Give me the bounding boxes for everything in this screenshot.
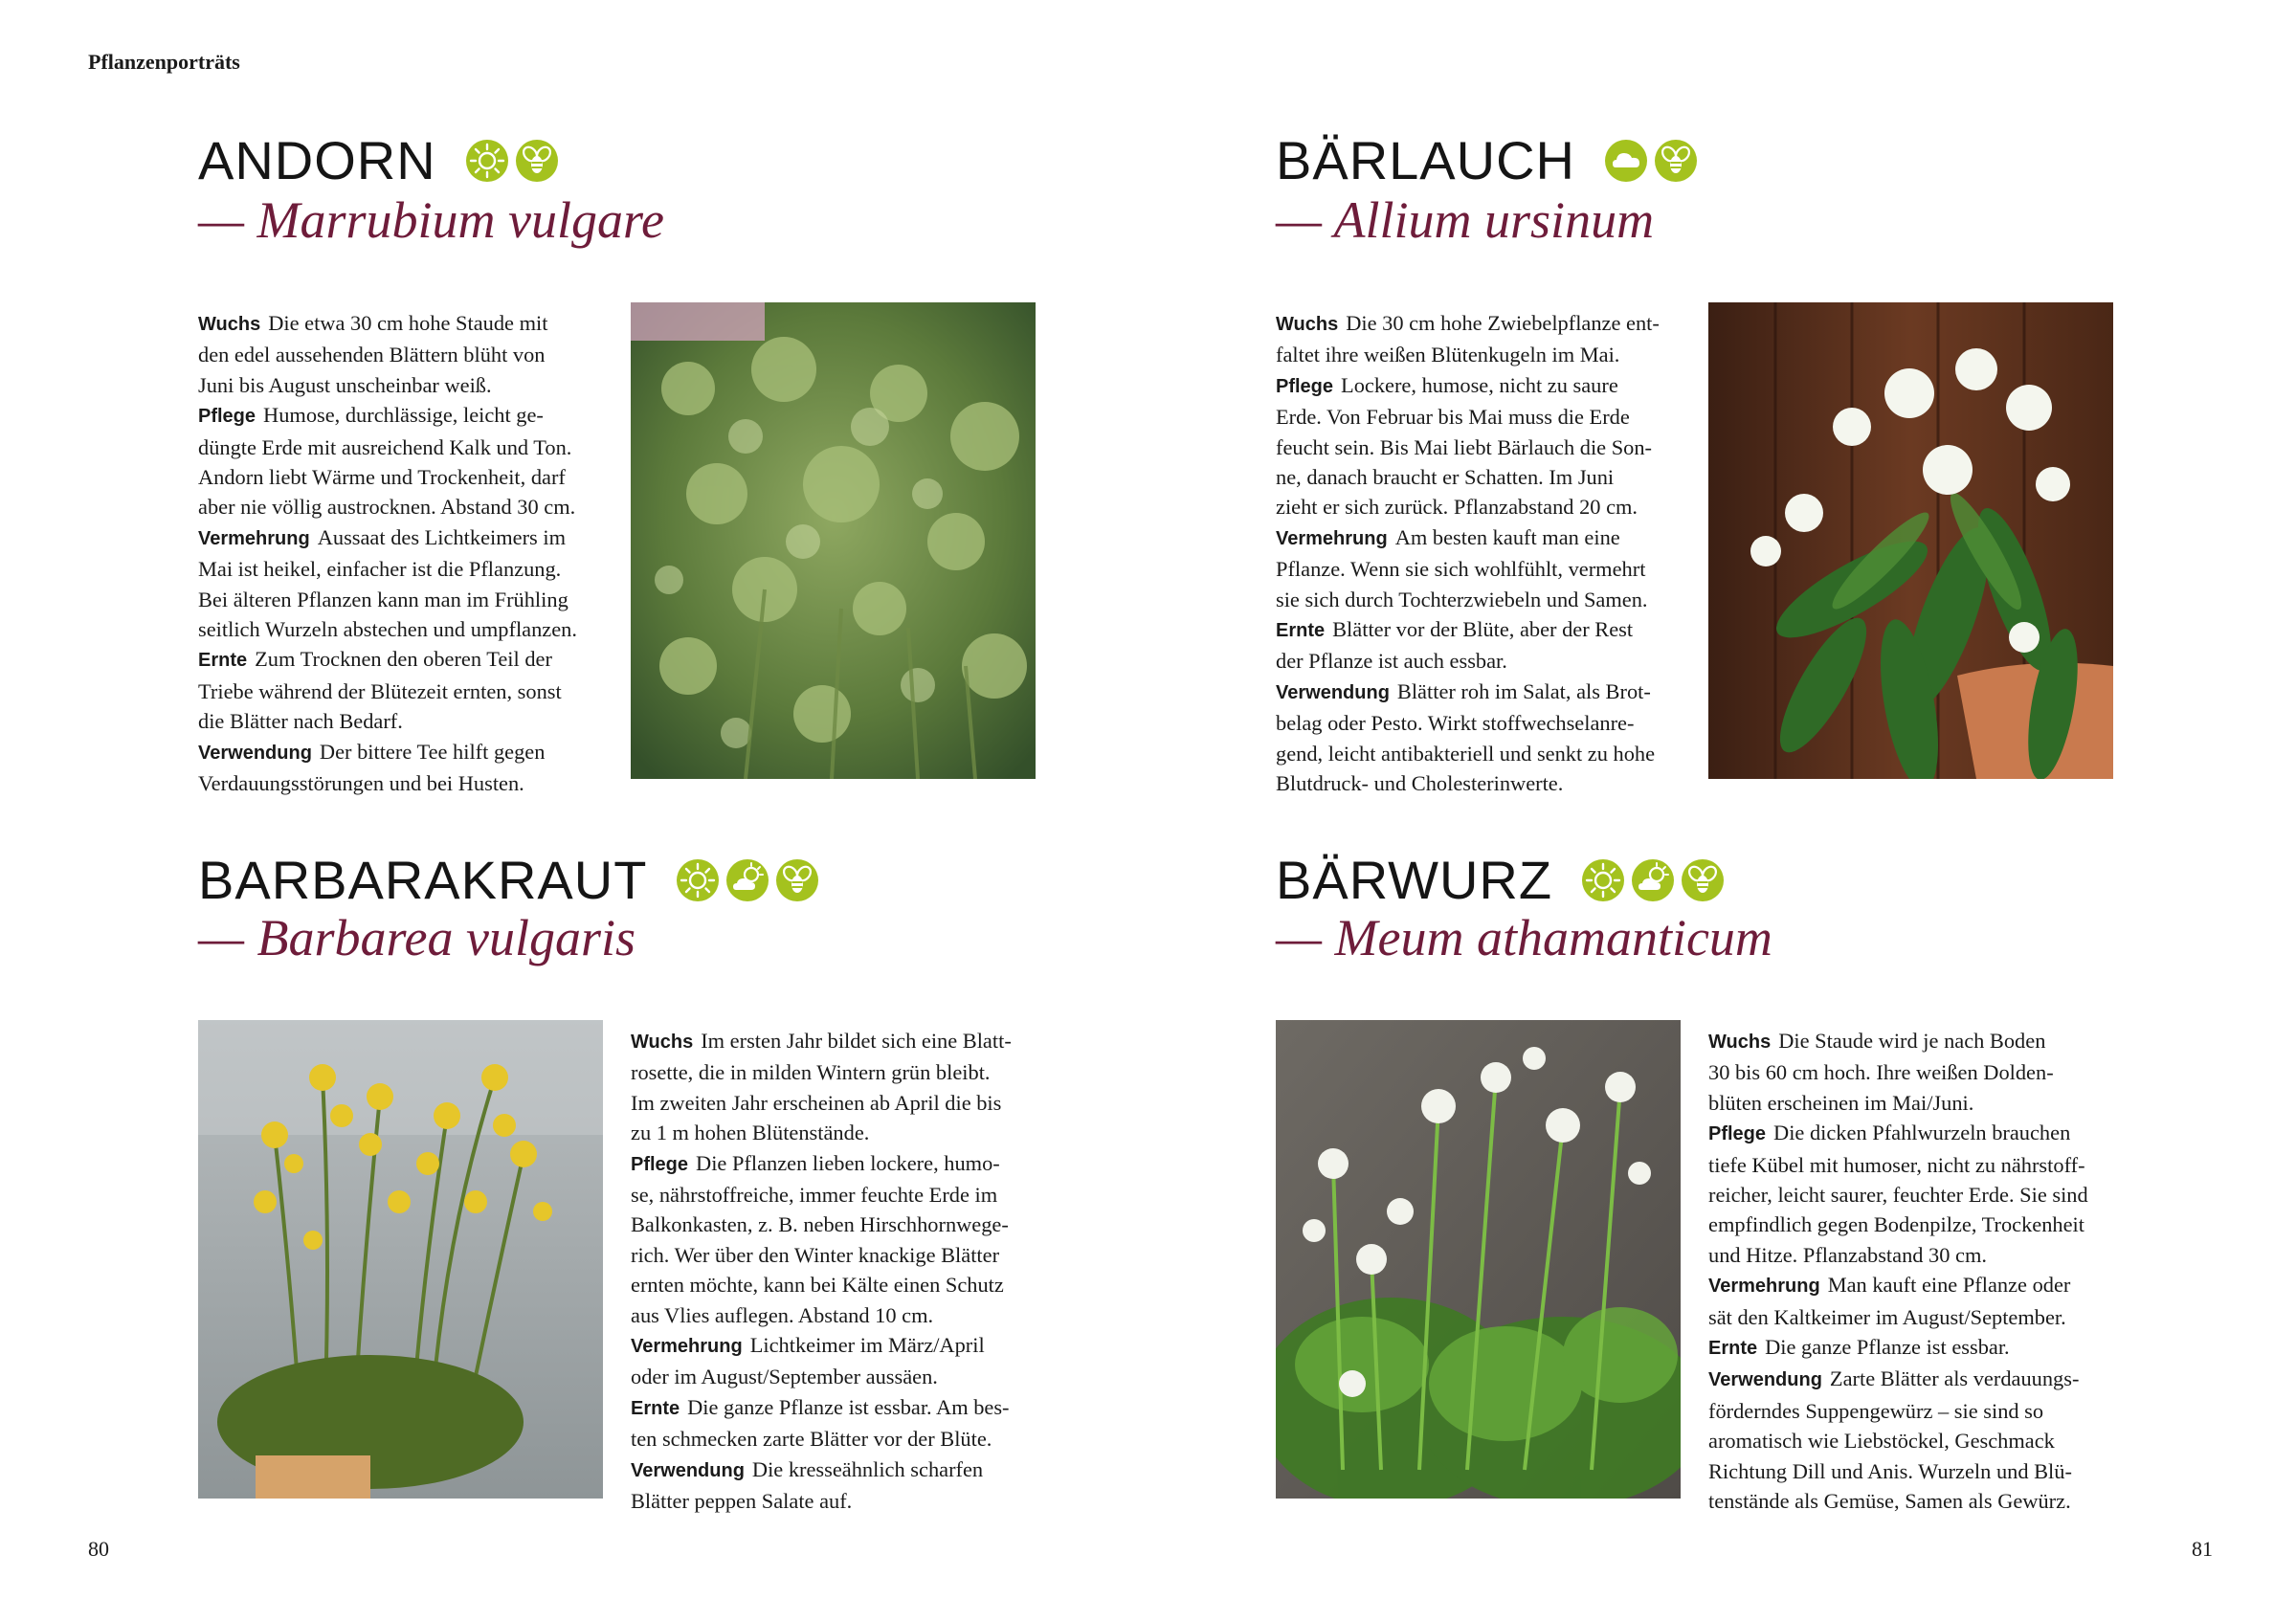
description-line: ten schmecken zarte Blätter vor der Blüte. [631,1427,992,1452]
description-line: Der bittere Tee hilft gegen [319,739,546,764]
plant-latin-name: — Barbarea vulgaris [198,909,635,966]
plant-photo-andorn [631,302,1036,779]
description-line: blüten erscheinen im Mai/Juni. [1708,1090,1974,1115]
description-line: sät den Kaltkeimer im August/September. [1708,1304,2066,1329]
description-line: reicher, leicht saurer, feuchter Erde. Sie sind [1708,1183,2088,1208]
bee-icon [1681,858,1725,902]
description-wuchs [198,308,619,400]
description-keyword: Vermehrung [1276,527,1388,549]
description-keyword: Vermehrung [631,1336,743,1358]
description-line: Die 30 cm hohe Zwiebelpflanze ent- [1346,311,1660,335]
description-line: und Hitze. Pflanzabstand 30 cm. [1708,1242,1988,1267]
plant-title: BARBARAKRAUT [198,850,648,910]
description-line: Die Pflanzen lieben lockere, humo- [696,1150,1000,1175]
description-line: Die dicken Pfahlwurzeln brauchen [1773,1121,2071,1145]
sun-icon [465,139,509,183]
description-line: der Pflanze ist auch essbar. [1276,649,1507,674]
description-keyword: Wuchs [1276,314,1339,335]
description-line: Aussaat des Lichtkeimers im [317,524,566,549]
description-line: Mai ist heikel, einfacher ist die Pflanzung. [198,557,562,582]
description-keyword: Ernte [198,650,248,672]
plant-title: ANDORN [198,130,436,190]
plant-description [198,308,619,799]
description-ernte [631,1392,1061,1454]
description-line: faltet ihre weißen Blütenkugeln im Mai. [1276,343,1620,367]
description-line: aber nie völlig austrocknen. Abstand 30 cm. [198,495,576,520]
description-keyword: Ernte [1276,620,1326,642]
description-line: Zarte Blätter als verdauungs- [1829,1366,2080,1391]
description-line: belag oder Pesto. Wirkt stoffwechselanre- [1276,711,1635,736]
description-line: se, nährstoffreiche, immer feuchte Erde im [631,1183,998,1208]
plant-header-andorn [198,132,559,189]
description-line: düngte Erde mit ausreichend Kalk und Ton. [198,434,572,459]
description-line: Verdauungsstörungen und bei Husten. [198,771,524,796]
description-line: ne, danach braucht er Schatten. Im Juni [1276,465,1615,490]
plant-photo-barbarakraut [198,1020,603,1499]
description-line: tiefe Kübel mit humoser, nicht zu nährstoff- [1708,1152,2085,1177]
description-wuchs [631,1026,1061,1148]
description-line: Die etwa 30 cm hohe Staude mit [268,311,548,335]
description-keyword: Pflege [1276,375,1334,397]
description-line: Die Staude wird je nach Boden [1778,1029,2046,1053]
plant-header-barbarakraut [198,852,819,909]
description-vermehrung [631,1330,1061,1392]
plant-latin-name: — Meum athamanticum [1276,909,1772,966]
sun-icon [1581,858,1625,902]
description-ernte [198,644,619,736]
description-line: Humose, durchlässige, leicht ge- [263,403,544,428]
description-line: tenstände als Gemüse, Samen als Gewürz. [1708,1489,2071,1514]
description-line: gend, leicht antibakteriell und senkt zu hohe [1276,741,1656,766]
description-line: zu 1 m hohen Blütenstände. [631,1121,870,1145]
description-line: zieht er sich zurück. Pflanzabstand 20 cm. [1276,495,1638,520]
description-keyword: Verwendung [1276,681,1390,703]
description-keyword: Wuchs [1708,1032,1772,1053]
description-line: Erde. Von Februar bis Mai muss die Erde [1276,405,1630,430]
description-verwendung [198,737,619,799]
description-line: Die ganze Pflanze ist essbar. [1765,1335,2010,1360]
description-line: feucht sein. Bis Mai liebt Bärlauch die Son- [1276,434,1652,459]
description-keyword: Verwendung [1708,1369,1822,1391]
page-number-left: 80 [88,1537,109,1561]
description-keyword: Ernte [631,1397,680,1419]
partly-sunny-icon [725,858,769,902]
description-verwendung [1276,677,1706,799]
description-vermehrung [1708,1270,2139,1332]
plant-description [631,1026,1061,1517]
description-line: Lockere, humose, nicht zu saure [1341,372,1618,397]
description-line: Zum Trocknen den oberen Teil der [255,647,552,672]
description-line: Man kauft eine Pflanze oder [1827,1273,2071,1298]
description-line: Blutdruck- und Cholesterinwerte. [1276,771,1564,796]
description-line: seitlich Wurzeln abstechen und umpflanzen. [198,617,577,642]
plant-latin-name: — Allium ursinum [1276,191,1655,249]
description-wuchs [1276,308,1706,370]
description-line: rich. Wer über den Winter knackige Blätter [631,1242,1000,1267]
plant-icons [676,858,819,902]
description-line: oder im August/September aussäen. [631,1365,938,1389]
bee-icon [1654,139,1698,183]
description-verwendung [631,1454,1061,1517]
description-line: Andorn liebt Wärme und Trockenheit, darf [198,465,566,490]
plant-header-baerlauch [1276,132,1698,189]
plant-photo-baerwurz [1276,1020,1681,1499]
description-ernte [1708,1332,2139,1364]
plant-icons [1581,858,1725,902]
description-keyword: Vermehrung [1708,1276,1820,1298]
description-line: Triebe während der Blütezeit ernten, sonst [198,678,562,703]
description-verwendung [1708,1364,2139,1516]
description-pflege [1708,1118,2139,1270]
sun-icon [676,858,720,902]
description-keyword: Wuchs [631,1032,694,1053]
description-line: Blätter roh im Salat, als Brot- [1396,678,1651,703]
description-pflege [198,400,619,522]
description-keyword: Verwendung [631,1459,745,1481]
description-line: Juni bis August unscheinbar weiß. [198,372,492,397]
description-keyword: Pflege [1708,1123,1767,1145]
description-keyword: Pflege [631,1153,689,1175]
description-keyword: Verwendung [198,742,312,764]
plant-title: BÄRLAUCH [1276,130,1575,190]
plant-photo-baerlauch [1708,302,2113,779]
description-line: Pflanze. Wenn sie sich wohlfühlt, vermehrt [1276,557,1646,582]
description-line: rosette, die in milden Wintern grün bleibt. [631,1060,991,1085]
description-line: Blätter vor der Blüte, aber der Rest [1332,617,1634,642]
description-keyword: Pflege [198,406,256,428]
description-line: Balkonkasten, z. B. neben Hirschhornwege- [631,1212,1009,1237]
section-header: Pflanzenporträts [88,50,240,74]
description-line: Am besten kauft man eine [1394,524,1620,549]
description-line: aromatisch wie Liebstöckel, Geschmack [1708,1429,2055,1454]
description-ernte [1276,614,1706,677]
description-line: förderndes Suppengewürz – sie sind so [1708,1398,2044,1423]
description-line: Bei älteren Pflanzen kann man im Frühling [198,587,568,611]
description-pflege [1276,370,1706,522]
description-line: ernten möchte, kann bei Kälte einen Schutz [631,1273,1004,1298]
description-line: die Blätter nach Bedarf. [198,709,403,734]
description-keyword: Ernte [1708,1338,1758,1360]
description-vermehrung [1276,522,1706,614]
plant-header-baerwurz [1276,852,1725,909]
description-vermehrung [198,522,619,645]
description-line: Richtung Dill und Anis. Wurzeln und Blü- [1708,1458,2072,1483]
cloud-icon [1604,139,1648,183]
description-line: 30 bis 60 cm hoch. Ihre weißen Dolden- [1708,1060,2054,1085]
bee-icon [775,858,819,902]
description-line: Die ganze Pflanze ist essbar. Am bes- [687,1394,1010,1419]
description-line: empfindlich gegen Bodenpilze, Trockenheit [1708,1212,2084,1237]
description-line: Im ersten Jahr bildet sich eine Blatt- [701,1029,1012,1053]
description-line: Blätter peppen Salate auf. [631,1489,853,1514]
description-line: Die kresseähnlich scharfen [751,1456,984,1481]
partly-sunny-icon [1631,858,1675,902]
plant-description [1708,1026,2139,1517]
description-keyword: Vermehrung [198,527,310,549]
plant-latin-name: — Marrubium vulgare [198,191,664,249]
description-line: den edel aussehenden Blättern blüht von [198,343,546,367]
plant-title: BÄRWURZ [1276,850,1553,910]
description-line: aus Vlies auflegen. Abstand 10 cm. [631,1302,934,1327]
description-line: Lichtkeimer im März/April [749,1333,985,1358]
page-number-right: 81 [2192,1537,2213,1561]
plant-icons [465,139,559,183]
plant-description [1276,308,1706,799]
description-wuchs [1708,1026,2139,1118]
bee-icon [515,139,559,183]
plant-icons [1604,139,1698,183]
description-line: Im zweiten Jahr erscheinen ab April die bis [631,1090,1002,1115]
description-line: sie sich durch Tochterzwiebeln und Samen. [1276,587,1648,611]
description-keyword: Wuchs [198,314,261,335]
description-pflege [631,1148,1061,1330]
